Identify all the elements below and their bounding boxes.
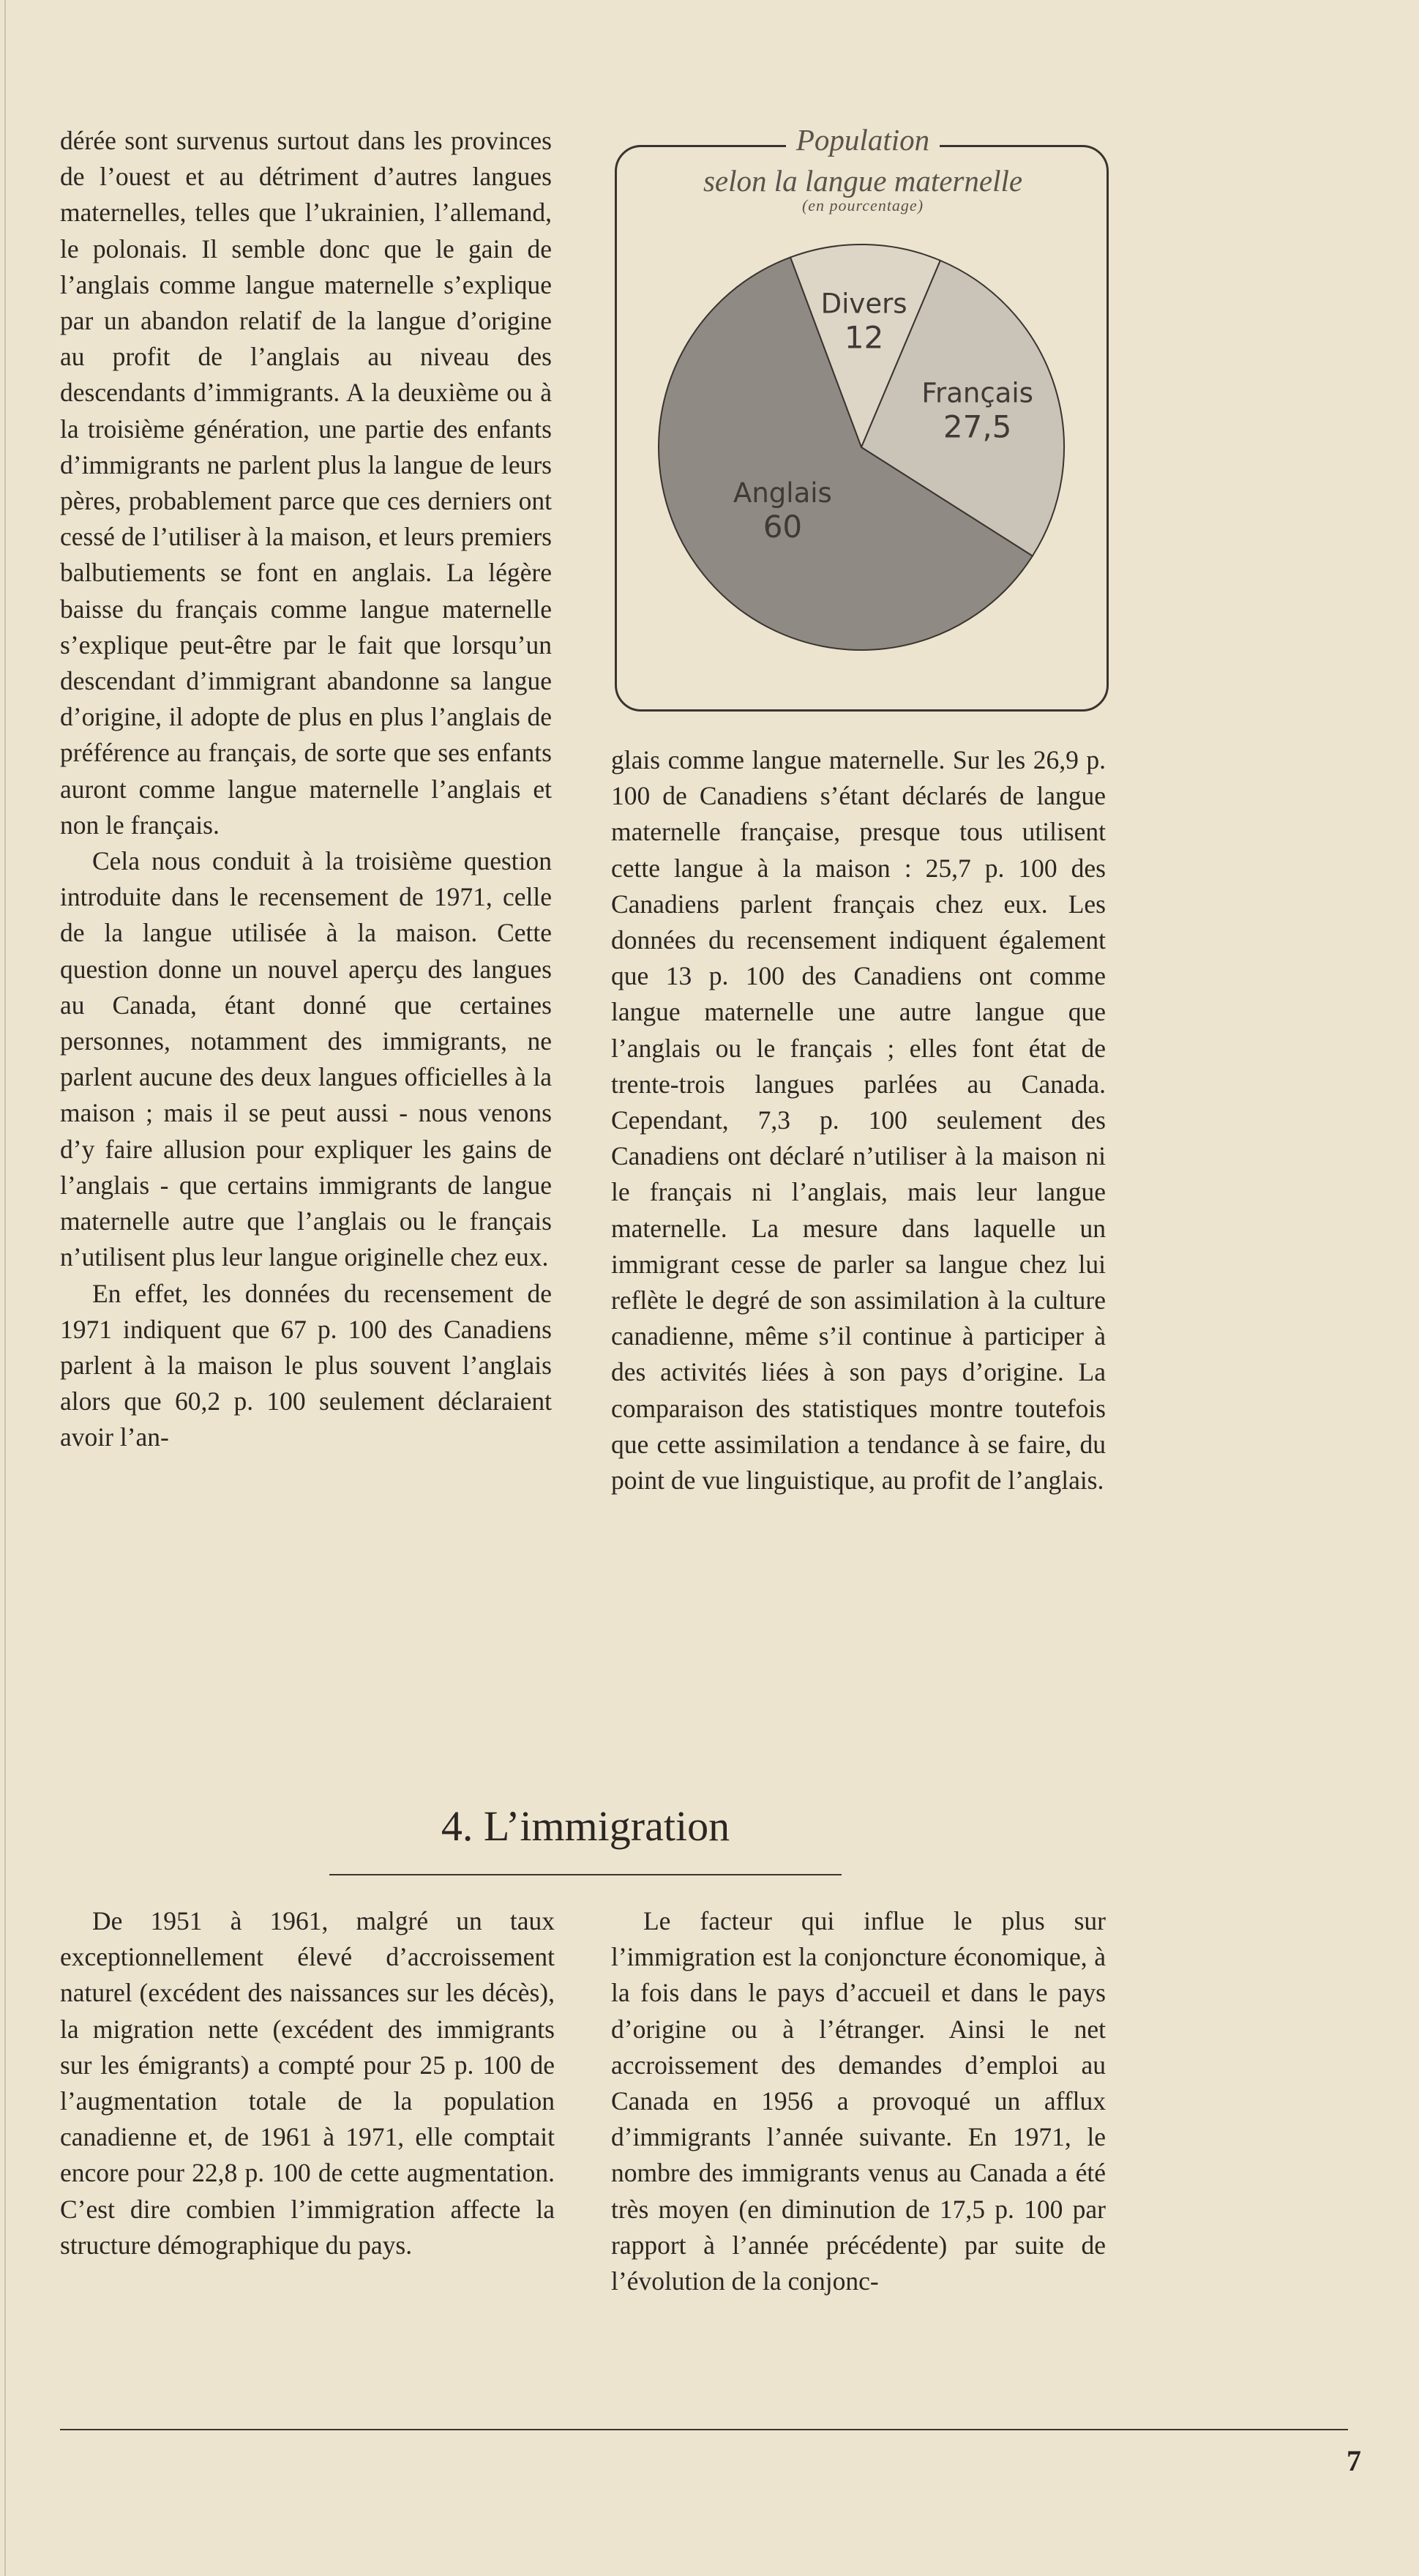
section-title: 4. L’immigration [441, 1802, 730, 1850]
chart-unit-note: (en pourcentage) [801, 196, 924, 214]
pie-label: Divers [820, 288, 907, 320]
pie-value-label: 60 [763, 509, 803, 545]
pie-value-label: 27,5 [943, 408, 1012, 445]
chart-subtitle: selon la langue maternelle [703, 164, 1023, 198]
text-column-top-right [611, 742, 1106, 1498]
text-column-top-left [60, 123, 552, 1456]
paragraph: glais comme langue maternelle. Sur les 26,9 p. 100 de Canadiens s’étant déclarés de langue maternelle française, presque tous utilisent cette langue à la maison : 25,7 p. 100 des Canadiens parlent français chez eux. Les données du recensement indiquent également que 13 p. 100 des Canadiens ont comme langue maternelle une autre langue que l’anglais ou le français ; elles font état de trente-trois langues parlées au Canada. Cependant, 7,3 p. 100 seulement des Canadiens ont déclaré n’utiliser à la maison ni le français ni l’anglais, mais leur langue maternelle. La mesure dans laquelle un immigrant cesse de parler sa langue chez lui reflète le degré de son assimilation à la culture canadienne, même s’il continue à participer à des activités liées à son pays d’origine. La comparaison des statistiques montre toutefois que cette assimilation a tendance à se faire, du point de vue linguistique, au profit de l’anglais. [611, 745, 1106, 1496]
footer-rule [60, 2429, 1348, 2430]
text-column-bottom-right [611, 1903, 1106, 2299]
pie-chart [644, 234, 1068, 688]
chart-title: Population [786, 123, 940, 157]
page-edge [4, 0, 6, 2576]
paragraph: dérée sont survenus surtout dans les provinces de l’ouest et au détriment d’autres langues maternelles, telles que l’ukrainien, l’allemand, le polonais. Il semble donc que le gain de l’anglais comme langue maternelle s’explique par un abandon relatif de la langue d’origine au profit de l’anglais au niveau des descendants d’immigrants. A la deuxième ou à la troisième génération, une partie des enfants d’immigrants ne parlent plus la langue de leurs pères, probablement parce que ces derniers ont cessé de l’utiliser à la maison, et leurs premiers balbutiements se font en anglais. La légère baisse du français comme langue maternelle s’explique peut-être par le fait que lorsqu’un descendant d’immigrant abandonne sa langue d’origine, il adopte de plus en plus l’anglais de préférence au français, de sorte que ses enfants auront comme langue maternelle l’anglais et non le français. [60, 126, 552, 840]
pie-label: Français [921, 377, 1033, 409]
chart-title-block [659, 123, 1067, 214]
page-number: 7 [1347, 2444, 1361, 2477]
section-rule [329, 1874, 842, 1875]
pie-value-label: 12 [844, 319, 884, 356]
paragraph: Le facteur qui influe le plus sur l’immigration est la conjoncture économique, à la fois dans le pays d’accueil et dans le pays d’origine ou à l’étranger. Ainsi le net accroissement des demandes d’emploi au Canada en 1956 a provoqué un afflux d’immigrants l’année suivante. En 1971, le nombre des immigrants venus au Canada a été très moyen (en diminution de 17,5 p. 100 par rapport à l’année précédente) par suite de l’évolution de la conjonc- [611, 1906, 1106, 2296]
paragraph: En effet, les données du recensement de 1971 indiquent que 67 p. 100 des Canadiens parlent à la maison le plus souvent l’anglais alors que 60,2 p. 100 seulement déclaraient avoir l’an- [60, 1278, 552, 1452]
pie-label: Anglais [733, 477, 832, 509]
text-column-bottom-left [60, 1903, 555, 2263]
paragraph: Cela nous conduit à la troisième question introduite dans le recensement de 1971, celle de la langue utilisée à la maison. Cette question donne un nouvel aperçu des langues au Canada, étant donné que certaines personnes, notamment des immigrants, ne parlent aucune des deux langues officielles à la maison ; mais il se peut aussi - nous venons d’y faire allusion pour expliquer les gains de l’anglais - que certains immigrants de langue maternelle autre que l’anglais ou le français n’utilisent plus leur langue originelle chez eux. [60, 846, 552, 1272]
paragraph: De 1951 à 1961, malgré un taux exceptionnellement élevé d’accroissement naturel (excédent des naissances sur les décès), la migration nette (excédent des immigrants sur les émigrants) a compté pour 25 p. 100 de l’augmentation totale de la population canadienne et, de 1961 à 1971, elle comptait encore pour 22,8 p. 100 de cette augmentation. C’est dire combien l’immigration affecte la structure démographique du pays. [60, 1906, 555, 2260]
